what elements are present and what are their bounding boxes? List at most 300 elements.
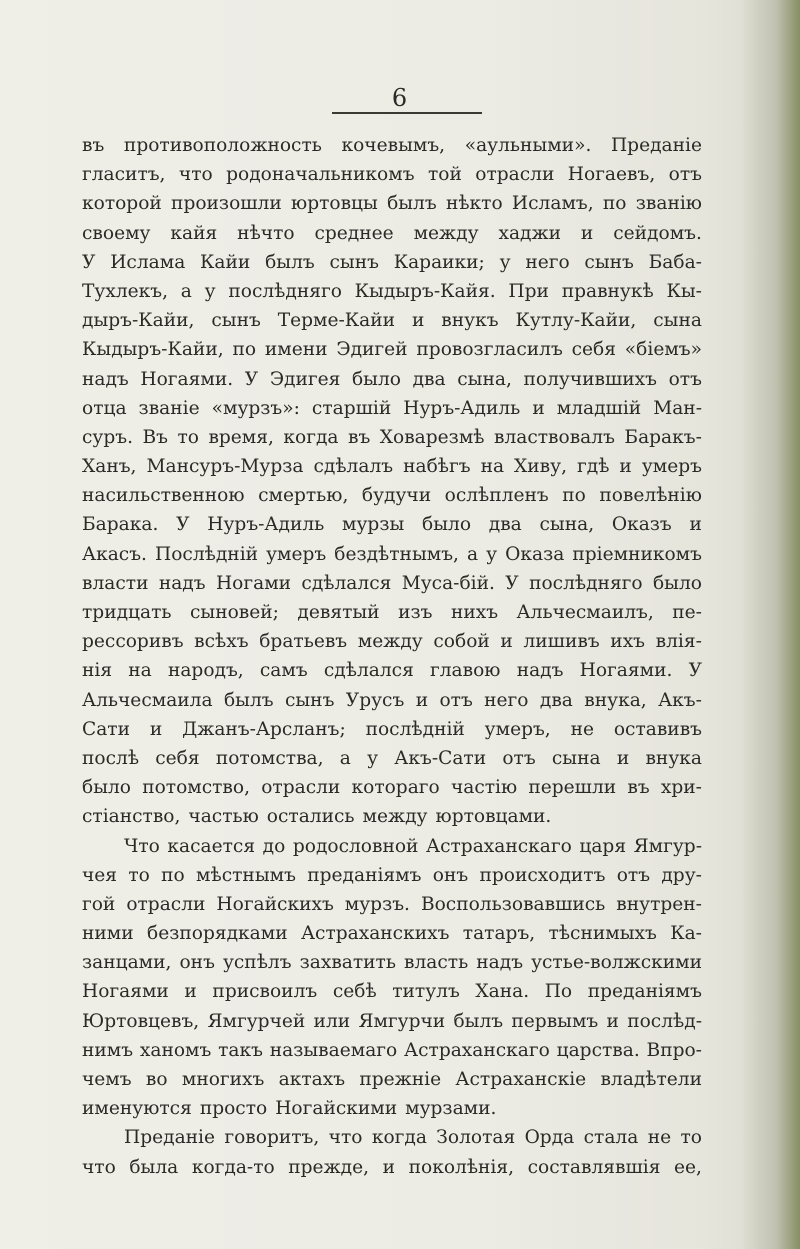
text-word: и xyxy=(411,310,425,332)
text-word: надъ xyxy=(158,572,206,594)
text-word: потомство, xyxy=(142,777,251,799)
text-word: дру- xyxy=(661,864,702,886)
text-line xyxy=(82,977,702,1006)
text-word: а xyxy=(339,747,351,769)
text-line xyxy=(82,686,702,715)
text-word: послѣд- xyxy=(627,1010,702,1032)
text-line xyxy=(82,832,702,861)
text-word: собой xyxy=(433,631,490,653)
text-word: сына, xyxy=(539,514,595,536)
text-word: когда xyxy=(371,1127,427,1149)
text-word: титулъ xyxy=(392,981,460,1003)
text-word: сдѣлалъ xyxy=(313,456,394,478)
text-word: Нуръ-Адиль xyxy=(403,397,521,419)
text-word: Астраханскаго xyxy=(426,835,572,857)
text-line xyxy=(82,394,702,423)
text-word: чемъ xyxy=(82,1069,132,1090)
header-rule xyxy=(332,112,482,114)
text-line xyxy=(82,1036,702,1065)
text-word: а xyxy=(467,543,479,565)
text-word: девятый xyxy=(297,602,380,623)
text-word: по xyxy=(161,864,185,886)
text-word: отрасли xyxy=(261,777,341,799)
text-word: и xyxy=(184,981,197,1003)
text-word: на xyxy=(480,456,505,478)
text-word: Мансуръ-Мурза xyxy=(146,456,304,478)
text-word: онъ xyxy=(432,864,469,886)
text-word: послѣдняго xyxy=(529,572,643,594)
text-word: У xyxy=(176,514,190,536)
text-word: послѣдній xyxy=(365,718,465,740)
text-word: послѣдняго xyxy=(228,280,342,302)
text-word: былъ xyxy=(387,193,437,215)
text-word: Терме-Кайи xyxy=(277,310,396,332)
page-number: 6 xyxy=(391,84,409,112)
text-word: сейдомъ. xyxy=(613,222,702,244)
text-word: былъ xyxy=(265,251,315,273)
text-word: то xyxy=(177,426,199,448)
text-word: внукъ xyxy=(441,310,499,332)
text-word: Ногайскими xyxy=(275,1098,398,1120)
text-word: присвоилъ xyxy=(212,981,318,1003)
text-word: онъ xyxy=(179,952,215,974)
text-word: и xyxy=(149,718,163,740)
text-word: правнукѣ xyxy=(561,280,654,302)
text-word: внутрен- xyxy=(616,893,702,915)
text-word: Исламъ, xyxy=(511,193,594,215)
text-word: происходитъ xyxy=(479,864,606,886)
text-word: Ногами xyxy=(215,572,292,594)
text-word: Ямгурчи xyxy=(358,1010,446,1032)
text-word: былъ xyxy=(453,1010,504,1032)
text-word: ханомъ xyxy=(139,1039,212,1061)
text-word: отъ xyxy=(668,368,702,390)
text-word: сынъ xyxy=(329,251,379,273)
text-word: или xyxy=(313,1010,351,1032)
text-word: Ислама xyxy=(110,251,186,273)
text-line xyxy=(82,277,702,306)
text-word: Кайи xyxy=(200,251,251,273)
text-line xyxy=(82,890,702,919)
text-word: главою xyxy=(430,660,501,682)
text-word: званіе xyxy=(138,397,200,419)
text-word: когда xyxy=(283,426,339,448)
text-word: по xyxy=(602,193,627,215)
text-word: отъ xyxy=(668,164,702,186)
text-word: сына xyxy=(653,310,702,332)
text-word: отъ xyxy=(439,689,473,711)
text-word: Ховарезмѣ xyxy=(379,426,485,448)
text-word: гдѣ xyxy=(577,456,610,478)
text-word: чея xyxy=(82,864,118,886)
text-word: успѣлъ xyxy=(222,952,292,974)
text-word: рессоривъ xyxy=(82,631,184,653)
text-word: тѣснимыхъ xyxy=(548,923,657,945)
text-word: частію xyxy=(450,777,518,799)
text-line xyxy=(82,598,702,627)
text-word: всѣхъ xyxy=(194,631,249,653)
text-word: и xyxy=(619,456,632,478)
text-word: внука xyxy=(645,747,702,769)
text-word: Акъ-Сати xyxy=(394,747,487,769)
text-line xyxy=(82,189,702,218)
text-word: отъ xyxy=(502,747,536,769)
text-word: Муса-бій. xyxy=(401,572,495,594)
text-word: «аульными». xyxy=(464,135,592,156)
text-word: кочевымъ, xyxy=(341,135,446,156)
text-word: бездѣтнымъ, xyxy=(334,543,459,565)
text-word: гой xyxy=(82,893,116,915)
text-word: сына, xyxy=(457,368,512,390)
text-word: Эдигея xyxy=(269,368,341,390)
text-word: и xyxy=(532,397,545,419)
text-word: юртовцы xyxy=(291,193,378,215)
text-word: въ xyxy=(347,426,371,448)
text-word: будучи xyxy=(361,485,432,507)
text-word: прежніе xyxy=(359,1069,442,1090)
text-word: то xyxy=(680,1127,702,1149)
text-word: званію xyxy=(635,193,702,215)
text-word: У xyxy=(688,660,702,682)
text-line xyxy=(82,335,702,364)
text-word: Ногаями. xyxy=(140,368,234,390)
text-word: на xyxy=(128,660,152,682)
text-word: было xyxy=(652,572,702,594)
text-word: у xyxy=(367,747,379,769)
text-word: называемаго xyxy=(269,1039,398,1061)
text-line xyxy=(82,248,702,277)
text-word: Нуръ-Адиль xyxy=(207,514,325,536)
text-word: владѣтели xyxy=(600,1069,702,1090)
text-word: Сати xyxy=(82,718,130,740)
text-word: безпорядками xyxy=(147,923,288,945)
text-word: ихъ xyxy=(610,631,646,653)
text-word: Оказъ xyxy=(611,514,672,536)
text-word: Юртовцевъ, xyxy=(82,1010,200,1032)
text-word: Преданіе xyxy=(124,1127,215,1149)
text-word: тридцать xyxy=(82,602,172,623)
text-word: то xyxy=(128,864,150,886)
text-word: Преданіе xyxy=(610,135,702,156)
text-word: и xyxy=(580,222,594,244)
text-word: отрасли xyxy=(475,164,555,186)
text-word: до xyxy=(262,835,286,857)
text-word: ее, xyxy=(674,1156,702,1178)
text-word: Кыдыръ-Кайя. xyxy=(354,280,496,302)
text-word: своему xyxy=(82,222,151,244)
text-word: среднее xyxy=(314,222,394,244)
text-word: преданіямъ xyxy=(307,864,422,886)
text-word: ними xyxy=(82,923,134,945)
text-word: два xyxy=(539,689,573,711)
text-word: насильственною xyxy=(82,485,245,507)
text-word: между xyxy=(362,806,428,828)
text-word: актахъ xyxy=(278,1069,346,1090)
text-word: Акасъ. xyxy=(82,543,147,565)
text-word: было xyxy=(422,514,472,536)
text-word: Ханъ, xyxy=(82,456,137,478)
text-word: мурзами. xyxy=(405,1098,497,1120)
text-word: Барака. xyxy=(82,514,159,536)
text-word: оставивъ xyxy=(613,718,702,740)
text-word: и xyxy=(382,1156,396,1178)
text-word: влія- xyxy=(655,631,702,653)
page-edge-shadow xyxy=(740,0,800,1249)
text-word: Ногайскихъ xyxy=(216,893,334,915)
text-word: царя xyxy=(579,835,627,857)
text-word: гласитъ, xyxy=(82,164,166,186)
text-line xyxy=(82,802,702,831)
text-word: Оказа xyxy=(505,543,565,565)
text-word: него xyxy=(525,251,570,273)
text-word: Урусъ xyxy=(345,689,405,711)
text-line xyxy=(82,744,702,773)
text-word: братьевъ xyxy=(259,631,348,653)
text-word: что xyxy=(82,1156,116,1178)
text-word: было xyxy=(82,777,131,799)
text-line xyxy=(82,306,702,335)
text-word: не xyxy=(570,718,594,740)
text-word: составлявшія xyxy=(527,1156,661,1178)
text-word: Воспользовавшись xyxy=(420,893,606,915)
text-word: не xyxy=(647,1127,672,1149)
text-word: Ногаями xyxy=(82,981,169,1003)
text-line xyxy=(82,773,702,802)
text-word: сына xyxy=(551,747,601,769)
text-word: частью xyxy=(188,806,259,828)
text-word: сдѣлался xyxy=(301,572,392,594)
text-word: сдѣлался xyxy=(323,660,414,682)
text-word: произошли xyxy=(171,193,282,215)
text-word: Ямгурчей xyxy=(207,1010,306,1032)
text-word: занцами, xyxy=(82,952,172,974)
text-line xyxy=(82,481,702,510)
text-word: захватить xyxy=(299,952,396,974)
text-word: Ман- xyxy=(653,397,702,419)
text-line xyxy=(82,627,702,656)
text-word: пріемникомъ xyxy=(572,543,702,565)
text-word: прежде, xyxy=(288,1156,370,1178)
text-word: себя xyxy=(155,747,200,769)
text-word: умеръ xyxy=(266,543,327,565)
text-line xyxy=(82,510,702,539)
text-line xyxy=(82,569,702,598)
text-line xyxy=(82,715,702,744)
text-word: нѣчто xyxy=(237,222,295,244)
text-word: говоритъ, xyxy=(224,1127,320,1149)
text-word: было xyxy=(351,368,401,390)
text-word: именуются xyxy=(82,1098,192,1120)
text-word: и xyxy=(616,747,630,769)
text-line xyxy=(82,1094,702,1123)
text-line xyxy=(82,540,702,569)
text-word: многихъ xyxy=(181,1069,265,1090)
text-word: стіанство, xyxy=(82,806,181,828)
text-word: него xyxy=(484,689,529,711)
text-word: сынъ xyxy=(284,689,335,711)
text-word: родоначальникомъ xyxy=(226,164,415,186)
text-word: а xyxy=(180,280,192,302)
text-word: татаръ, xyxy=(462,923,536,945)
text-word: Хана. xyxy=(475,981,530,1003)
text-word: повелѣнію xyxy=(599,485,702,507)
text-word: котораго xyxy=(351,777,440,799)
text-word: Что xyxy=(124,835,160,857)
text-word: сыновей; xyxy=(189,602,279,623)
text-line xyxy=(82,160,702,189)
text-word: такъ xyxy=(218,1039,263,1061)
text-word: преданіямъ xyxy=(587,981,702,1003)
text-word: хаджи xyxy=(498,222,561,244)
text-word: между xyxy=(357,631,423,653)
text-line xyxy=(82,656,702,685)
text-word: былъ xyxy=(223,689,274,711)
text-word: у xyxy=(486,543,498,565)
text-line xyxy=(82,423,702,452)
text-word: и xyxy=(606,1010,619,1032)
text-word: кайя xyxy=(170,222,218,244)
text-word: получившихъ xyxy=(523,368,657,390)
text-word: Астраханскіе xyxy=(455,1069,587,1090)
text-word: мѣстнымъ xyxy=(196,864,296,886)
text-word: властвовалъ xyxy=(493,426,615,448)
text-word: внука, xyxy=(584,689,647,711)
text-word: нимъ xyxy=(82,1039,134,1061)
text-word: послѣ xyxy=(82,747,140,769)
text-word: нихъ xyxy=(450,602,499,623)
text-word: въ xyxy=(627,777,650,799)
text-word: умеръ, xyxy=(484,718,551,740)
text-word: Кутлу-Кайи, xyxy=(515,310,637,332)
text-word: Баба- xyxy=(648,251,702,273)
text-word: время, xyxy=(208,426,274,448)
text-word: старшій xyxy=(311,397,392,419)
text-word: Въ xyxy=(142,426,168,448)
text-line xyxy=(82,948,702,977)
text-word: Баракъ- xyxy=(624,426,702,448)
body-text xyxy=(82,131,702,1182)
text-word: Альчесмаилъ, xyxy=(516,602,654,623)
text-word: имени xyxy=(264,339,328,361)
text-word: между xyxy=(413,222,479,244)
text-line xyxy=(82,1065,702,1094)
text-word: умеръ xyxy=(641,456,702,478)
text-word: мурзъ. xyxy=(344,893,410,915)
text-word: по xyxy=(232,339,257,361)
text-word: отрасли xyxy=(126,893,206,915)
text-word: во xyxy=(145,1069,168,1090)
text-line xyxy=(82,452,702,481)
text-word: хри- xyxy=(660,777,702,799)
text-word: остались xyxy=(266,806,355,828)
text-word: надъ xyxy=(82,368,129,390)
text-word: отца xyxy=(82,397,127,419)
text-word: нѣкто xyxy=(445,193,503,215)
text-word: «мурзъ»: xyxy=(211,397,300,419)
text-word: потомства, xyxy=(215,747,324,769)
text-word: по xyxy=(562,485,586,507)
text-word: изъ xyxy=(398,602,433,623)
text-word: провозгласилъ xyxy=(416,339,563,361)
text-word: Тухлекъ, xyxy=(82,280,169,302)
text-word: просто xyxy=(199,1098,268,1120)
text-word: При xyxy=(508,280,549,302)
text-word: стала xyxy=(583,1127,639,1149)
text-line xyxy=(82,131,702,160)
text-word: суръ. xyxy=(82,426,133,448)
text-word: Астраханскихъ xyxy=(300,923,450,945)
text-word: надъ xyxy=(476,952,524,974)
text-word: себя xyxy=(571,339,616,361)
text-word: самъ xyxy=(259,660,308,682)
text-word: Джанъ-Арсланъ; xyxy=(182,718,346,740)
text-line xyxy=(82,365,702,394)
text-word: младшій xyxy=(556,397,642,419)
text-word: у xyxy=(204,280,216,302)
text-word: мурзы xyxy=(342,514,405,536)
text-line xyxy=(82,919,702,948)
text-word: той xyxy=(427,164,462,186)
text-word: и xyxy=(500,631,513,653)
text-word: первымъ xyxy=(511,1010,599,1032)
text-line xyxy=(82,1007,702,1036)
text-word: родословной xyxy=(292,835,419,857)
text-word: Эдигей xyxy=(336,339,408,361)
text-word: Кы- xyxy=(666,280,702,302)
text-line xyxy=(82,861,702,890)
text-word: Послѣдній xyxy=(155,543,259,565)
text-word: которой xyxy=(82,193,162,215)
text-word: поколѣнія, xyxy=(408,1156,515,1178)
text-word: У xyxy=(244,368,259,390)
text-word: пе- xyxy=(672,602,702,623)
text-word: и xyxy=(689,514,702,536)
text-word: Альчесмаила xyxy=(82,689,213,711)
text-word: у xyxy=(499,251,511,273)
text-word: была xyxy=(129,1156,179,1178)
text-line xyxy=(82,1123,702,1152)
text-word: Акъ- xyxy=(658,689,702,711)
text-word: Астраханскаго xyxy=(404,1039,550,1061)
text-word: что xyxy=(178,164,213,186)
text-word: противоположность xyxy=(123,135,322,156)
text-word: лишивъ xyxy=(523,631,600,653)
text-word: нія xyxy=(82,660,113,682)
text-word: народъ, xyxy=(167,660,244,682)
text-word: два xyxy=(488,514,522,536)
text-word: Ка- xyxy=(670,923,702,945)
text-word: перешли xyxy=(528,777,617,799)
text-word: По xyxy=(544,981,573,1003)
text-word: отъ xyxy=(616,864,651,886)
text-word: Орда xyxy=(524,1127,575,1149)
text-word: «біемъ» xyxy=(624,339,702,361)
text-word: себѣ xyxy=(332,981,377,1003)
text-word: власти xyxy=(82,572,149,594)
text-word: юртовцами. xyxy=(435,806,552,828)
text-word: смертью, xyxy=(258,485,349,507)
text-word: касается xyxy=(167,835,256,857)
text-word: Ногаевъ, xyxy=(567,164,656,186)
text-word: власть xyxy=(404,952,469,974)
text-word: У xyxy=(82,251,96,273)
text-word: Кыдыръ-Кайи, xyxy=(82,339,224,361)
text-word: Ногаями. xyxy=(579,660,673,682)
text-word: два xyxy=(412,368,446,390)
text-word: устье-волжскими xyxy=(531,952,702,974)
text-word: Золотая xyxy=(436,1127,516,1149)
text-word: сынъ xyxy=(584,251,634,273)
